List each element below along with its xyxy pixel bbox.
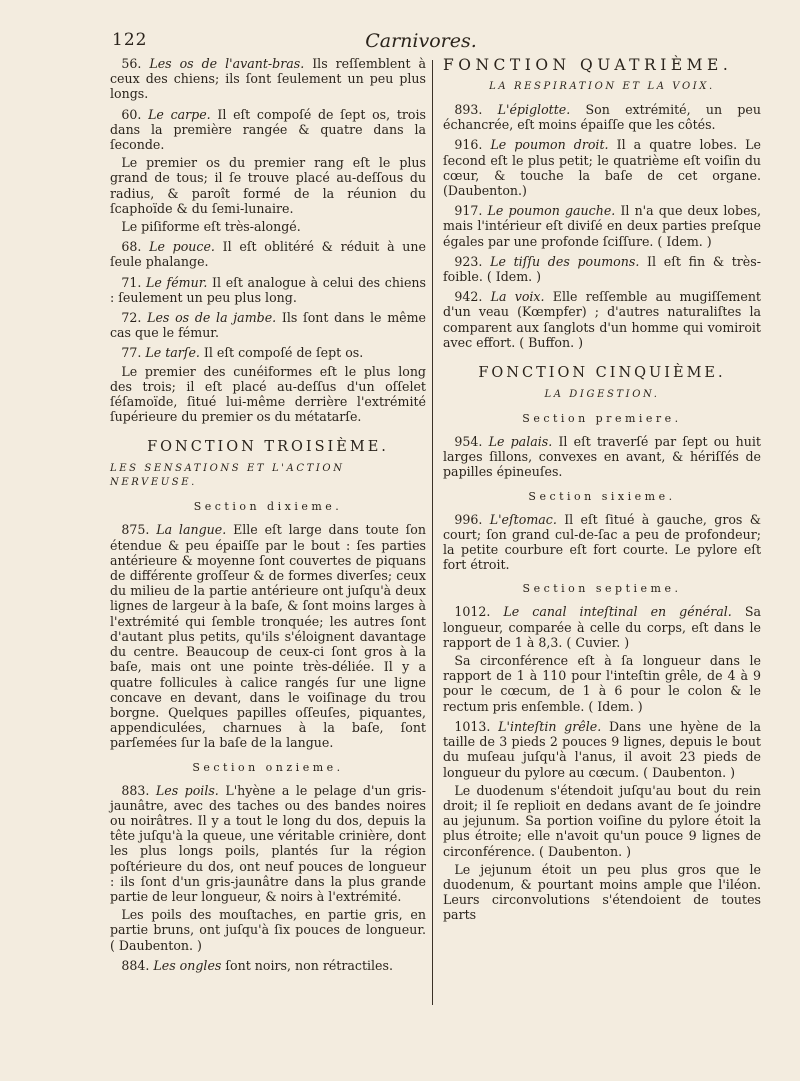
paragraph — [110, 522, 426, 750]
article-number: 893. — [454, 102, 483, 117]
paragraph — [110, 56, 426, 102]
subheading: LA DIGESTION. — [544, 389, 660, 401]
paragraph — [443, 289, 761, 350]
function-heading: FONCTION QUATRIÈME. — [443, 56, 733, 74]
article-number: 942. — [454, 289, 483, 305]
function-heading: FONCTION CINQUIÈME. — [478, 365, 726, 382]
article-body: Il eſt fin & très-foible. ( Idem. ) — [443, 253, 761, 285]
article-body: Elle eſt large dans toute ſon étendue & peu épaiſſe par le bout : ſes parties antérieure & moyenne ſont couvertes de piquans de différente groſſeur & de formes diverſes; ceux du milieu de la partie antérieure ont juſqu'à deux lignes de largeur à la baſe, & ſont moins larges à l'extrémité qui ſemble tronquée; les autres ſont d'autant plus petits, qu'ils s'éloignent davantage du centre. Beaucoup de ceux-ci ſont gros à la baſe, mais ont une pointe très-déliée. Il y a quatre follicules à calice rangés ſur une ligne concave en devant, dans le voiſinage du trou borgne. Quelques papilles oſſeuſes, piquantes, appendiculées, charnues à la baſe, ſont parſemées ſur la baſe de la langue. — [110, 522, 426, 751]
subheading: LA RESPIRATION ET LA VOIX. — [489, 81, 715, 92]
article-body: Il eſt compoſé de ſept os. — [203, 345, 364, 361]
article-title: Les ongles — [153, 957, 222, 973]
running-title: Carnivores. — [365, 30, 477, 52]
article-number: 68. — [121, 239, 142, 255]
article-title: Le tarſe. — [145, 345, 200, 361]
paragraph — [110, 958, 426, 973]
article-title: La voix. — [490, 289, 545, 305]
paragraph-continued: Sa circonférence eſt à ſa longueur dans le rapport de 1 à 110 pour l'inteſtin grêle, de 4 à 9 pour le cœcum, de 1 à 6 pour le colon & le rectum pris enſemble. ( Idem. ) — [443, 653, 761, 714]
paragraph — [110, 275, 426, 305]
article-number: 77. — [121, 345, 142, 361]
paragraph-continued: Les poils des mouſtaches, en partie gris, en partie bruns, ont juſqu'à ſix pouces de longueur. ( Daubenton. ) — [110, 907, 426, 953]
article-title: L'eſtomac. — [489, 511, 557, 527]
paragraph-continued: Le jejunum étoit un peu plus gros que le duodenum, & pourtant moins ample que l'iléon. Leurs circonvolutions s'étendoient de toutes parts — [443, 861, 761, 923]
subheading: LES SENSATIONS ET L'ACTION NERVEUSE. — [110, 463, 345, 489]
column-rule — [432, 60, 433, 1005]
section-heading: Section septieme. — [522, 582, 682, 596]
article-title: Les os de l'avant-bras. — [149, 56, 305, 71]
article-body: ſont noirs, non rétractiles. — [225, 957, 393, 973]
paragraph — [110, 239, 426, 269]
article-title: Le poumon gauche. — [487, 203, 616, 219]
article-body: Dans une hyène de la taille de 3 pieds 2 pouces 9 lignes, depuis le bout du muſeau juſqu'à l'anus, il avoit 23 pieds de longueur du pylore au cœcum. ( Daubenton. ) — [443, 718, 761, 780]
paragraph-continued: Le premier des cunéiformes eſt le plus long des trois; il eſt placé au-deſſus d'un oſſelet ſéſamoïde, ſitué lui-même derrière l'extrémité ſupérieure du premier os du métatarſe. — [110, 363, 426, 425]
paragraph — [443, 719, 761, 780]
article-title: Le carpe. — [148, 106, 211, 122]
left-column — [110, 56, 426, 978]
paragraph — [110, 783, 426, 905]
paragraph — [110, 310, 426, 340]
paragraph — [443, 512, 761, 573]
article-number: 996. — [454, 511, 483, 527]
article-body: Elle reſſemble au mugiſſement d'un veau (Kœmpfer) ; d'autres naturaliſtes la comparent aux ſanglots d'un homme qui vomiroit avec effort. ( Buffon. ) — [443, 289, 761, 350]
article-title: Le palais. — [488, 434, 553, 450]
article-body: Il eſt compoſé de ſept os, trois dans la première rangée & quatre dans la ſeconde. — [110, 106, 426, 153]
article-body: L'hyène a le pelage d'un gris-jaunâtre, avec des taches ou des bandes noires ou noirâtres. Il y a tout le long du dos, depuis la tête juſqu'à la queue, une véritable crinière, dont les plus longs poils, plantés ſur la région poſtérieure du dos, ont neuf pouces de longueur : ils ſont d'un gris-jaunâtre dans la plus grande partie de leur longueur, & noirs à l'extrémité. — [110, 782, 426, 904]
section-heading: Section onzieme. — [192, 760, 344, 774]
paragraph-continued: Le piſiforme eſt très-alongé. — [121, 219, 301, 235]
section-heading: Section sixieme. — [528, 489, 676, 503]
article-body: Il eſt analogue à celui des chiens : ſeulement un peu plus long. — [110, 274, 426, 305]
article-title: Le tiſſu des poumons. — [490, 253, 640, 269]
article-number: 1013. — [454, 718, 491, 734]
article-number: 875. — [121, 522, 150, 538]
article-number: 954. — [454, 434, 483, 450]
paragraph — [110, 345, 426, 360]
article-number: 72. — [121, 310, 142, 326]
article-title: Le fémur. — [146, 274, 208, 290]
article-title: Le poumon droit. — [490, 137, 609, 153]
section-heading: Section dixieme. — [193, 500, 343, 514]
article-title: L'épiglotte. — [497, 102, 571, 117]
article-number: 916. — [454, 137, 483, 153]
article-body: Son extrémité, un peu échancrée, eſt moins épaiſſe que les côtés. — [443, 102, 761, 133]
article-title: Les poils. — [155, 782, 219, 798]
paragraph — [110, 107, 426, 153]
article-body: Il eſt oblitéré & réduit à une ſeule phalange. — [110, 239, 426, 270]
paragraph-continued: Le duodenum s'étendoit juſqu'au bout du rein droit; il ſe replioit en dedans avant de ſe joindre au jejunum. Sa portion voiſine du pylore étoit la plus étroite; elle n'avoit qu'un pouce 9 lignes de circonférence. ( Daubenton. ) — [443, 782, 761, 859]
paragraph — [443, 254, 761, 284]
paragraph — [443, 203, 761, 249]
article-title: Le pouce. — [149, 239, 215, 255]
paragraph — [443, 604, 761, 650]
paragraph-continued: Le premier os du premier rang eſt le plus grand de tous; il ſe trouve placé au-deſſous du radius, & paroît formé de la réunion du ſcaphoïde & du ſemi-lunaire. — [110, 155, 426, 216]
article-body: Il n'a que deux lobes, mais l'intérieur eſt diviſé en deux parties preſque égales par une profonde ſciſſure. ( Idem. ) — [443, 203, 761, 249]
article-body: Ils reſſemblent à ceux des chiens; ils ſont ſeulement un peu plus longs. — [110, 56, 427, 102]
article-body: Il eſt traverſé par ſept ou huit larges ſillons, convexes en avant, & hériſſés de papilles épineuſes. — [443, 434, 761, 480]
article-number: 56. — [121, 56, 142, 71]
running-header — [112, 30, 730, 54]
paragraph — [443, 102, 761, 132]
article-number: 883. — [121, 782, 150, 798]
article-title: Les os de la jambe. — [147, 310, 277, 326]
article-body: Ils ſont dans le même cas que le fémur. — [110, 310, 426, 341]
article-number: 884. — [121, 957, 150, 973]
paragraph — [443, 137, 761, 198]
article-number: 923. — [454, 253, 483, 269]
article-title: Le canal inteſtinal en général. — [503, 604, 732, 620]
article-number: 917. — [454, 203, 483, 219]
article-title: L'inteſtin grêle. — [498, 718, 602, 734]
function-heading: FONCTION TROISIÈME. — [147, 439, 389, 456]
article-number: 60. — [121, 106, 142, 122]
article-title: La langue. — [156, 522, 227, 538]
right-column — [443, 56, 761, 928]
article-body: Il eſt ſitué à gauche, gros & court; ſon grand cul-de-ſac a peu de profondeur; la petite courbure eſt fort courte. Le pylore eſt fort étroit. — [443, 511, 761, 573]
page-number: 122 — [112, 30, 148, 50]
article-body: Il a quatre lobes. Le ſecond eſt le plus petit; le quatrième eſt voiſin du cœur, & touche la baſe de cet organe. (Daubenton.) — [443, 137, 761, 199]
paragraph — [443, 434, 761, 480]
article-number: 71. — [121, 274, 142, 290]
article-body: Sa longueur, comparée à celle du corps, eſt dans le rapport de 1 à 8,3. ( Cuvier. ) — [443, 604, 761, 650]
section-heading: Section premiere. — [522, 412, 682, 426]
article-number: 1012. — [454, 604, 491, 620]
